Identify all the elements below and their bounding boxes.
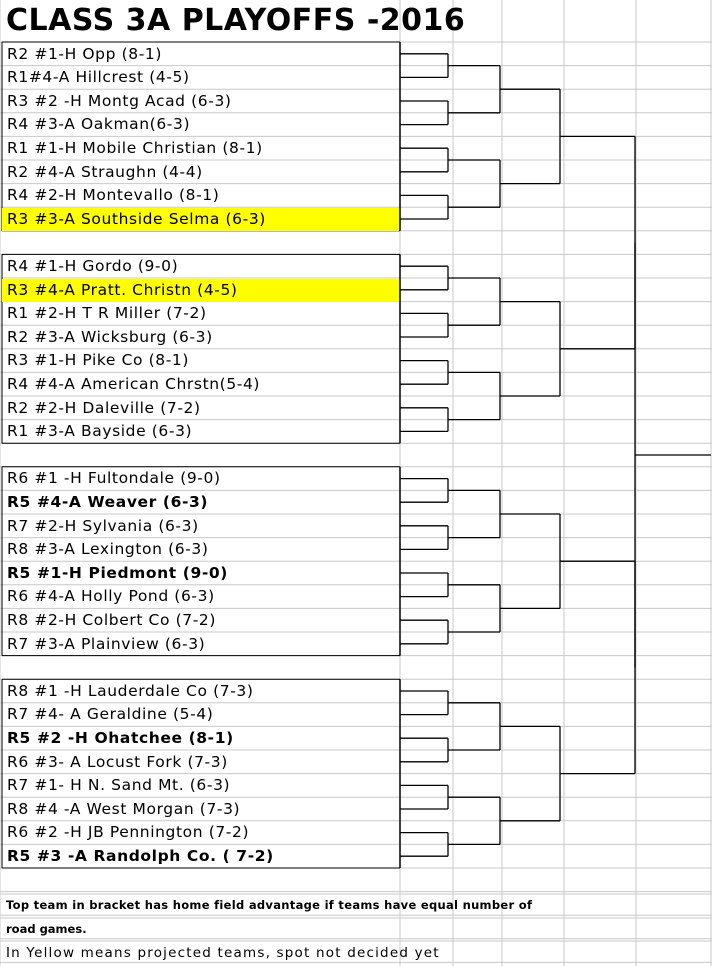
team-entry: R5 #1-H Piedmont (9-0) — [7, 563, 228, 582]
note-road-games: road games. — [6, 922, 87, 936]
team-entry: R6 #3- A Locust Fork (7-3) — [7, 752, 228, 771]
page-title: CLASS 3A PLAYOFFS -2016 — [6, 3, 466, 38]
team-entry: R5 #2 -H Ohatchee (8-1) — [7, 728, 234, 747]
team-entry: R8 #1 -H Lauderdale Co (7-3) — [7, 681, 254, 700]
team-entry: R6 #1 -H Fultondale (9-0) — [7, 469, 221, 488]
team-entry: R4 #1-H Gordo (9-0) — [7, 256, 179, 275]
team-entry: R4 #3-A Oakman(6-3) — [7, 115, 191, 134]
team-entry: R3 #2 -H Montg Acad (6-3) — [7, 91, 232, 110]
team-entry: R8 #2-H Colbert Co (7-2) — [7, 610, 216, 629]
team-entry: R1 #2-H T R Miller (7-2) — [7, 304, 207, 323]
team-entry: R1 #3-A Bayside (6-3) — [7, 422, 193, 441]
note-yellow-legend: In Yellow means projected teams, spot not decided yet — [6, 945, 440, 961]
team-entry: R7 #1- H N. Sand Mt. (6-3) — [7, 776, 231, 795]
team-entry: R7 #2-H Sylvania (6-3) — [7, 516, 199, 535]
team-entry: R3 #3-A Southside Selma (6-3) — [2, 208, 399, 232]
team-entry: R2 #2-H Daleville (7-2) — [7, 398, 201, 417]
team-entry: R3 #1-H Pike Co (8-1) — [7, 351, 190, 370]
team-entry: R1 #1-H Mobile Christian (8-1) — [7, 138, 263, 157]
note-home-field: Top team in bracket has home field advantage if teams have equal number of — [6, 898, 533, 912]
team-entry: R5 #4-A Weaver (6-3) — [7, 492, 209, 511]
team-entry: R8 #3-A Lexington (6-3) — [7, 540, 209, 559]
team-entry: R8 #4 -A West Morgan (7-3) — [7, 799, 241, 818]
team-entry: R7 #4- A Geraldine (5-4) — [7, 705, 214, 724]
team-entry: R7 #3-A Plainview (6-3) — [7, 634, 206, 653]
team-entry: R2 #3-A Wicksburg (6-3) — [7, 327, 213, 346]
team-entry: R6 #2 -H JB Pennington (7-2) — [7, 823, 250, 842]
team-entry: R2 #1-H Opp (8-1) — [7, 44, 162, 63]
team-entry: R4 #4-A American Chrstn(5-4) — [7, 374, 261, 393]
team-entry: R2 #4-A Straughn (4-4) — [7, 162, 203, 181]
team-entry: R4 #2-H Montevallo (8-1) — [7, 186, 220, 205]
team-entry: R1#4-A Hillcrest (4-5) — [7, 68, 190, 87]
team-entry: R3 #4-A Pratt. Christn (4-5) — [2, 279, 399, 303]
team-entry: R6 #4-A Holly Pond (6-3) — [7, 587, 215, 606]
team-entry: R5 #3 -A Randolph Co. ( 7-2) — [7, 846, 274, 865]
